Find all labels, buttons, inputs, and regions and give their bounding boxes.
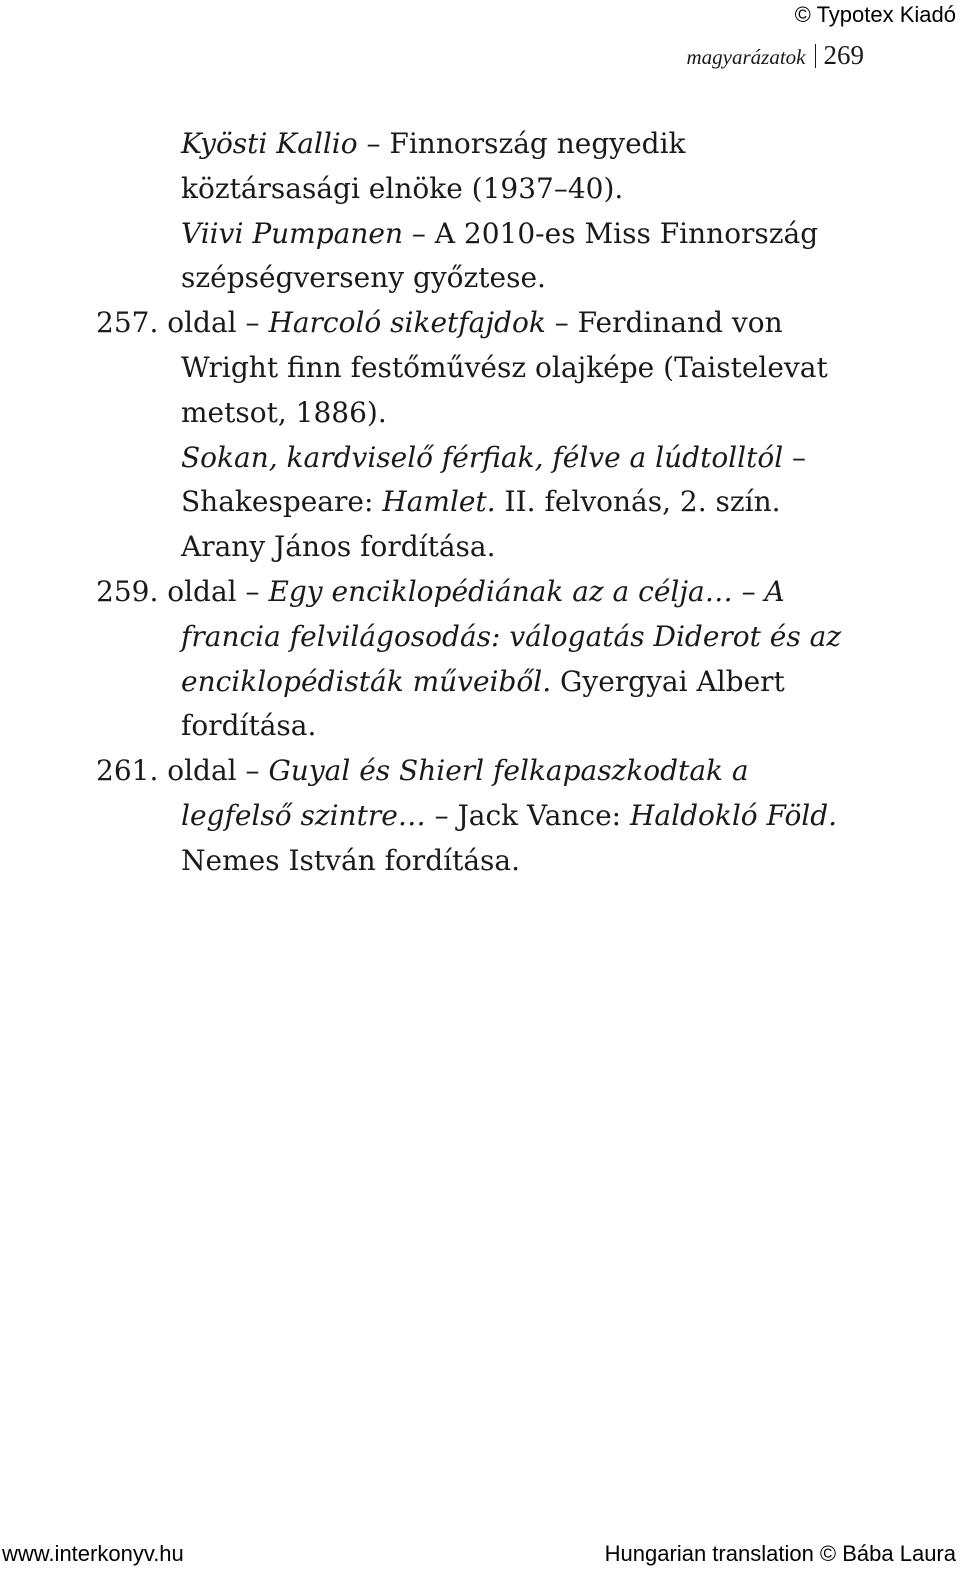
- note-sokan-work: Hamlet.: [382, 485, 496, 519]
- note-261-quote: Guyal és Shierl felkapaszkodtak a legfelső szintre…: [181, 754, 749, 832]
- note-259-page-ref: 259. oldal –: [96, 574, 269, 608]
- footer-translator-credit: Hungarian translation © Bába Laura: [604, 1541, 956, 1566]
- note-257-text: – Ferdinand von Wright finn festőművész olajképe (Taistelevat metsot, 1886).: [181, 306, 828, 429]
- publisher-credit: © Typotex Kiadó: [794, 2, 956, 27]
- section-title: magyarázatok: [686, 45, 806, 69]
- note-pumpanen-name: Viivi Pumpanen: [181, 216, 403, 250]
- note-page-257: [96, 301, 864, 435]
- note-kallio: [96, 122, 864, 212]
- note-261-page-ref: 261. oldal –: [96, 754, 269, 788]
- header-divider: [815, 44, 816, 68]
- note-257-page-ref: 257. oldal –: [96, 306, 269, 340]
- note-261-author: – Jack Vance:: [425, 798, 631, 832]
- note-kallio-name: Kyösti Kallio: [181, 127, 358, 160]
- running-head: [687, 40, 865, 71]
- note-259-work: A francia felvilágosodás: válogatás Diderot és az enciklopédisták műveiből.: [181, 574, 842, 698]
- notes-body: [96, 122, 864, 884]
- note-sokan: [96, 436, 864, 570]
- page-number: 269: [823, 40, 864, 70]
- note-sokan-text: II. felvonás, 2. szín. Arany János fordítása.: [181, 485, 781, 564]
- note-261-work: Haldokló Föld.: [630, 798, 838, 832]
- note-sokan-author: – Shakespeare:: [181, 440, 807, 519]
- note-259-text: Gyergyai Albert fordítása.: [181, 664, 785, 743]
- note-259-dash: –: [732, 574, 765, 608]
- footer-website: www.interkonyv.hu: [2, 1541, 184, 1566]
- note-257-title: Harcoló siketfajdok: [268, 306, 546, 340]
- note-261-text: Nemes István fordítása.: [181, 843, 520, 877]
- note-page-261: [96, 749, 864, 883]
- note-kallio-text: – Finnország negyedik köztársasági elnöke (1937–40).: [181, 127, 686, 205]
- note-page-259: [96, 570, 864, 749]
- note-pumpanen-text: – A 2010-es Miss Finnország szépségverseny győztese.: [181, 216, 819, 295]
- note-pumpanen: [96, 212, 864, 302]
- note-sokan-quote: Sokan, kardviselő férfiak, félve a lúdtolltól: [181, 440, 784, 474]
- note-259-quote: Egy enciklopédiának az a célja…: [268, 574, 733, 608]
